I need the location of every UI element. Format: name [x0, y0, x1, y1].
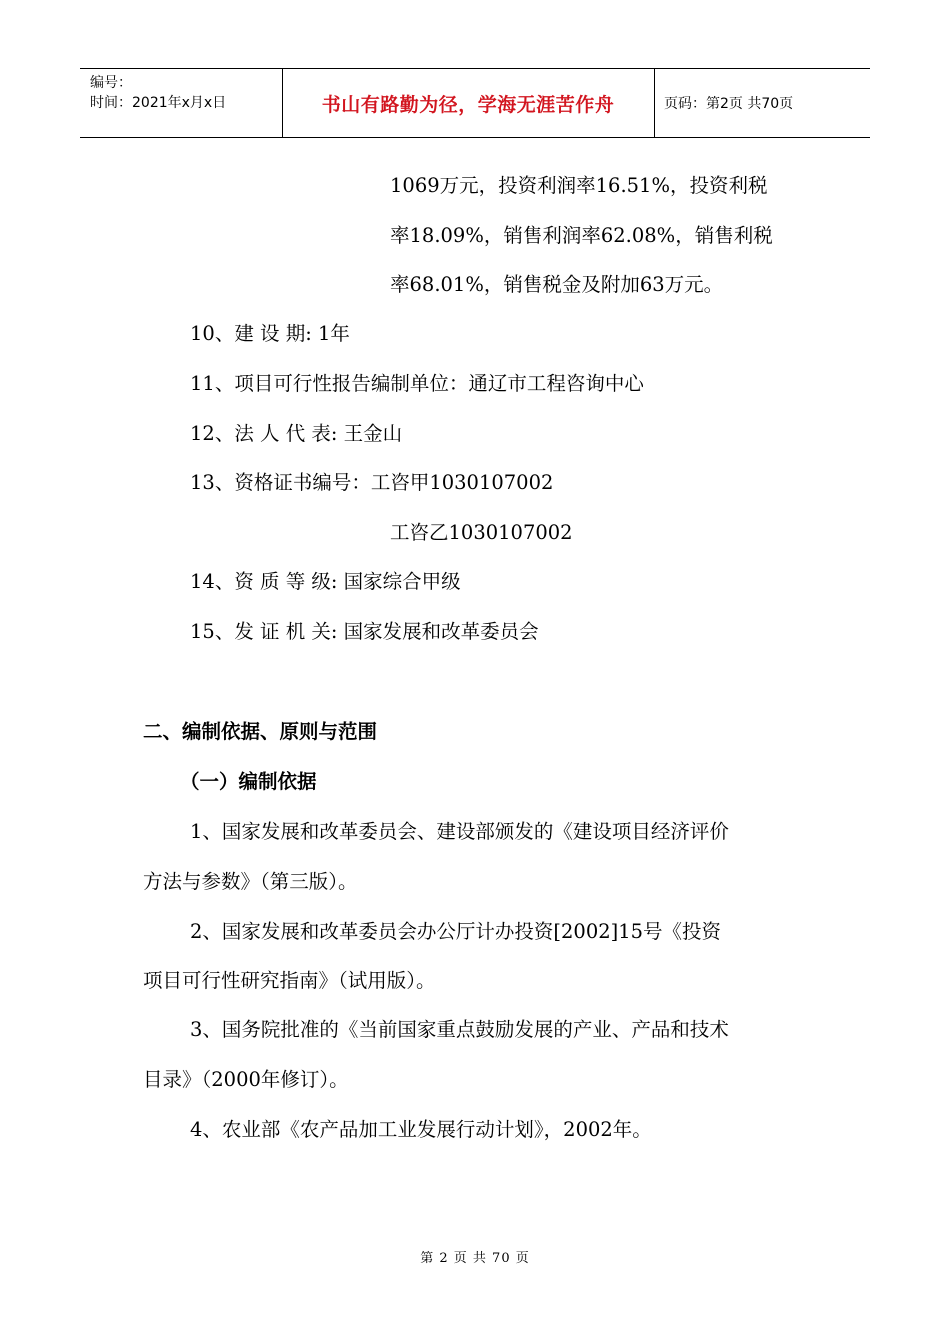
body-line: 13、资格证书编号：工咨甲1030107002 [190, 471, 554, 494]
body-line: 10、建 设 期: 1年 [190, 322, 350, 345]
header-meta [90, 73, 226, 113]
page-header [80, 68, 870, 138]
header-time-label: 时间：2021年x月x日 [90, 95, 227, 111]
list-item: 2、国家发展和改革委员会办公厅计办投资[2002]15号《投资 [190, 920, 722, 943]
body-line: 15、发 证 机 关: 国家发展和改革委员会 [190, 620, 539, 643]
body-line: 14、资 质 等 级: 国家综合甲级 [190, 570, 461, 593]
body-line: 率68.01%，销售税金及附加63万元。 [390, 273, 724, 296]
body-line: 率18.09%，销售利润率62.08%，销售利税 [390, 224, 773, 247]
list-item: 方法与参数》（第三版）。 [143, 870, 358, 893]
subsection-title: （一）编制依据 [180, 770, 317, 793]
header-number-label: 编号： [90, 75, 132, 91]
section-title: 二、编制依据、原则与范围 [143, 720, 378, 743]
page-footer: 第 2 页 共 70 页 [420, 1251, 530, 1266]
list-item: 目录》（2000年修订）。 [143, 1068, 349, 1091]
header-page-info: 页码：第2页 共70页 [664, 96, 794, 112]
body-line: 11、项目可行性报告编制单位：通辽市工程咨询中心 [190, 372, 644, 395]
body-line: 12、法 人 代 表: 王金山 [190, 422, 403, 445]
list-item: 4、农业部《农产品加工业发展行动计划》，2002年。 [190, 1118, 652, 1141]
list-item: 3、国务院批准的《当前国家重点鼓励发展的产业、产品和技术 [190, 1018, 729, 1041]
header-motto: 书山有路勤为径，学海无涯苦作舟 [321, 93, 615, 116]
body-line: 工咨乙1030107002 [390, 521, 573, 544]
header-divider [654, 69, 655, 137]
list-item: 1、国家发展和改革委员会、建设部颁发的《建设项目经济评价 [190, 820, 729, 843]
body-line: 1069万元，投资利润率16.51%，投资利税 [390, 174, 768, 197]
list-item: 项目可行性研究指南》（试用版）。 [143, 969, 436, 992]
